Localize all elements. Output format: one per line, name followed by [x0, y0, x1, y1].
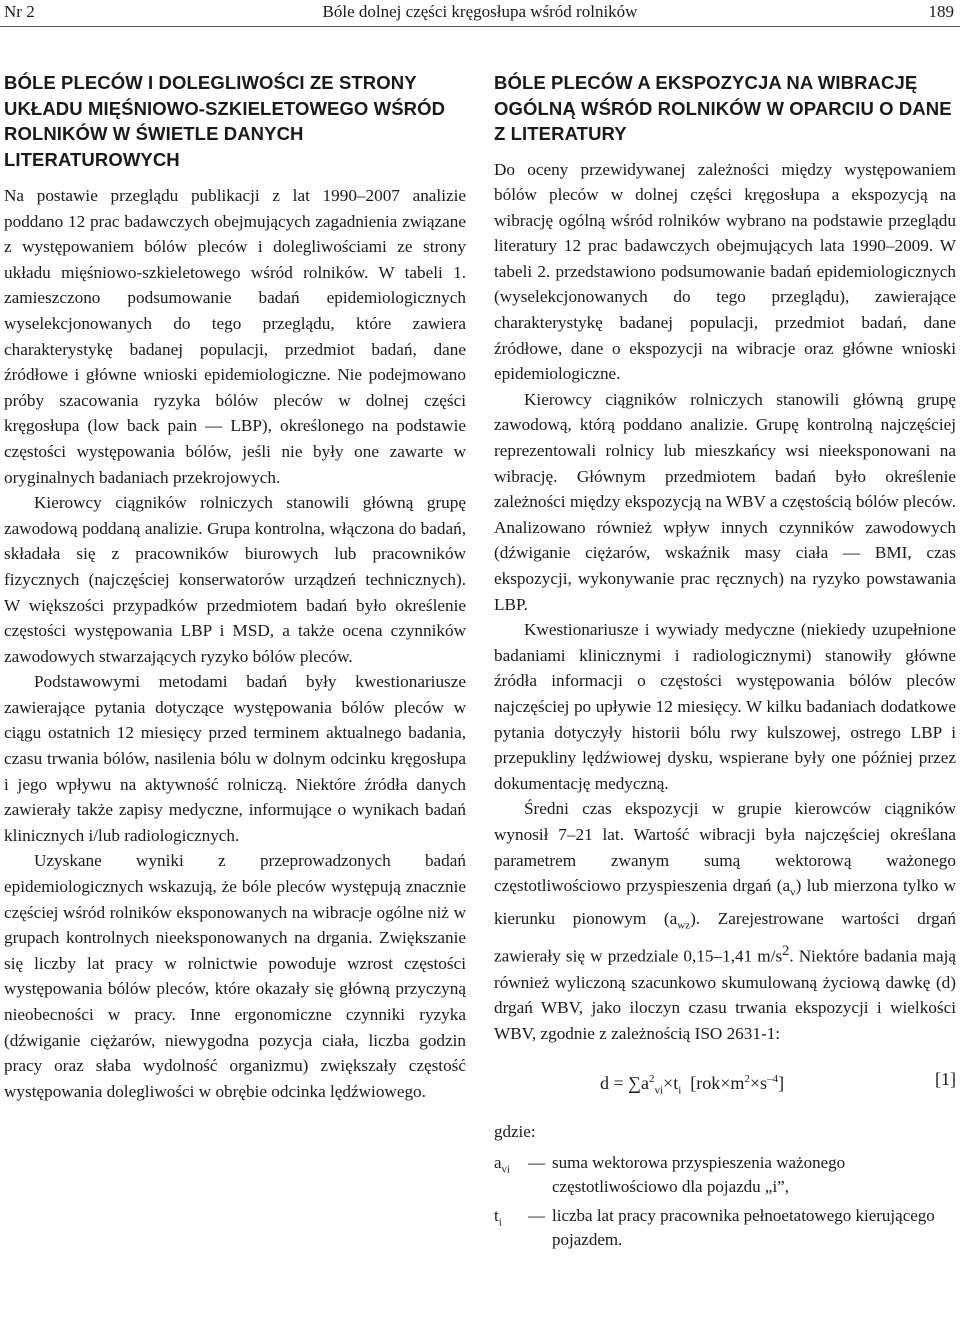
- definition-text: suma wektorowa przyspieszenia ważonego częstotliwościowo dla pojazdu „i”,: [552, 1152, 846, 1197]
- running-title: Bóle dolnej części kręgosłupa wśród rolników: [322, 2, 638, 21]
- page-number: 189: [928, 2, 954, 21]
- definition-symbol: $t_i$: [494, 1205, 502, 1229]
- equation-body: $d = \sum a^2_{vi}\times t_i$ $[rok\times m^2\times s^{-4}]$: [600, 1073, 785, 1097]
- definition-symbol: $a_{vi}$: [494, 1152, 511, 1176]
- definition-item: [494, 1204, 956, 1253]
- paragraph: Do oceny przewidywanej zależności między występowaniem bólów pleców w dolnej części kręgosłupa a ekspozycją na wibrację ogólną wśród rolników wybrano na podstawie przeglądu literatury 12 prac badawczych obejmujących lata 1990–2009. W tabeli 2. przedstawiono podsumowanie badań epidemiologicznych (wyselekcjonowanych do tego przeglądu), zawierające charakterystykę badanej populacji, przedmiot badań, dane źródłowe, dane o ekspozycji na wibracje oraz główne wnioski epidemiologiczne.: [494, 159, 956, 384]
- section-heading-right: BÓLE PLECÓW A EKSPOZYCJA NA WIBRACJĘ OGÓLNĄ WŚRÓD ROLNIKÓW W OPARCIU O DANE Z LITERATURY: [494, 72, 952, 144]
- paragraph: Podstawowymi metodami badań były kwestionariusze zawierające pytania dotyczące występowania bólów pleców w ciągu ostatnich 12 miesięcy przed terminem aktualnego badania, czasu trwania bólów, nasilenia bólu w dolnym odcinku kręgosłupa i jego wpływu na aktywność rolniczą. Niektóre źródła danych zawierały także zapisy medyczne, informujące o wynikach badań klinicznych i/lub radiologicznych.: [4, 672, 466, 845]
- paragraph: Kierowcy ciągników rolniczych stanowili główną grupę zawodową poddaną analizie. Grupa kontrolna, włączona do badań, składała się z pracowników biurowych lub pracowników fizycznych (najczęściej konserwatorów urządzeń technicznych). W większości przypadków przedmiotem badań było określenie częstości występowania LBP i MSD, a także ocena czynników zawodowych stwarzających ryzyko bólów pleców.: [4, 493, 466, 666]
- paragraph: Średni czas ekspozycji w grupie kierowców ciągników wynosił 7–21 lat. Wartość wibracji była najczęściej określana parametrem zwanym sumą wektorową ważonego częstotliwościowo przyspieszenia drgań $(a_v)$ lub mierzona tylko w kierunku pionowym $(a_{wz})$. Zarejestrowane wartości drgań zawierały się w przedziale 0,15–1,41 $m/s^2$. Niektóre badania mają również wyliczoną szacunkowo skumulowaną życiową dawkę (d) drgań WBV, jako iloczyn czasu trwania ekspozycji i wielkości WBV, zgodnie z zależnością ISO 2631-1:: [494, 799, 957, 1043]
- definitions-lead: gdzie:: [494, 1122, 536, 1142]
- left-column: [4, 70, 466, 1104]
- equation-number: [1]: [935, 1069, 956, 1090]
- section-heading-left: BÓLE PLECÓW I DOLEGLIWOŚCI ZE STRONY UKŁADU MIĘŚNIOWO-SZKIELETOWEGO WŚRÓD ROLNIKÓW W ŚWIETLE DANYCH LITERATUROWYCH: [4, 72, 446, 170]
- running-header: [4, 0, 956, 28]
- paragraph: Na postawie przeglądu publikacji z lat 1990–2007 analizie poddano 12 prac badawczych obejmujących zagadnienia związane z występowaniem bólów pleców i dolegliwościami ze strony układu mięśniowo-szkieletowego wśród rolników. W tabeli 1. zamieszczono podsumowanie badań epidemiologicznych wyselekcjonowanych do tego przeglądu, które zawiera charakterystykę badanej populacji, przedmiot badań, dane źródłowe i główne wnioski epidemiologiczne. Nie podejmowano próby szacowania ryzyka bólów pleców w dolnej części kręgosłupa (low back pain — LBP), określonego na podstawie częstości występowania bólów, jeśli nie były one zawarte w oryginalnych badaniach przekrojowych.: [4, 186, 466, 487]
- definition-dash: —: [528, 1205, 545, 1225]
- right-column: [494, 70, 956, 1253]
- definition-text: liczba lat pracy pracownika pełnoetatowego kierującego pojazdem.: [552, 1205, 935, 1250]
- paragraph: Uzyskane wyniki z przeprowadzonych badań epidemiologicznych wskazują, że bóle pleców występują znacznie częściej wśród rolników eksponowanych na wibracje ogólne niż w grupach kontrolnych nieeksponowanych na drgania. Zwiększanie się liczby lat pracy w rolnictwie powoduje wzrost częstości występowania bólów pleców, które okazały się główną przyczyną nieobecności w pracy. Inne ergonomiczne czynniki ryzyka (dźwiganie ciężarów, niewygodna pozycja ciała, liczba godzin pracy oraz słaba wydolność organizmu) zwiększały częstość występowania dolegliwości w obrębie odcinka lędźwiowego.: [4, 851, 466, 1101]
- equation: [494, 1064, 956, 1097]
- paragraph: Kierowcy ciągników rolniczych stanowili główną grupę zawodową, którą poddano analizie. Grupę kontrolną najczęściej reprezentowali rolnicy lub mieszkańcy wsi nieeksponowani na wibrację. Głównym przedmiotem badań było określenie zależności między ekspozycją na WBV a częstością bólów pleców. Analizowano również wpływ innych czynników zawodowych (dźwiganie ciężarów, wskaźnik masy ciała — BMI, czas ekspozycji, wykonywanie prac ręcznych) na ryzyko powstawania LBP.: [494, 389, 956, 614]
- paragraph: Kwestionariusze i wywiady medyczne (niekiedy uzupełnione badaniami klinicznymi i radiologicznymi) stanowiły główne źródła informacji o częstości występowania bólów pleców najczęściej po upływie 12 miesięcy. W kilku badaniach dodatkowe pytania dotyczyły historii bólu rwy kulszowej, ostrego LBP i przepukliny lędźwiowej dysku, wspierane były one później przez dokumentację medyczną.: [494, 620, 956, 793]
- symbol-definitions: [494, 1120, 956, 1253]
- issue-number: Nr 2: [4, 2, 35, 21]
- definition-item: [494, 1151, 956, 1200]
- definition-dash: —: [528, 1152, 545, 1172]
- header-divider: [0, 26, 960, 27]
